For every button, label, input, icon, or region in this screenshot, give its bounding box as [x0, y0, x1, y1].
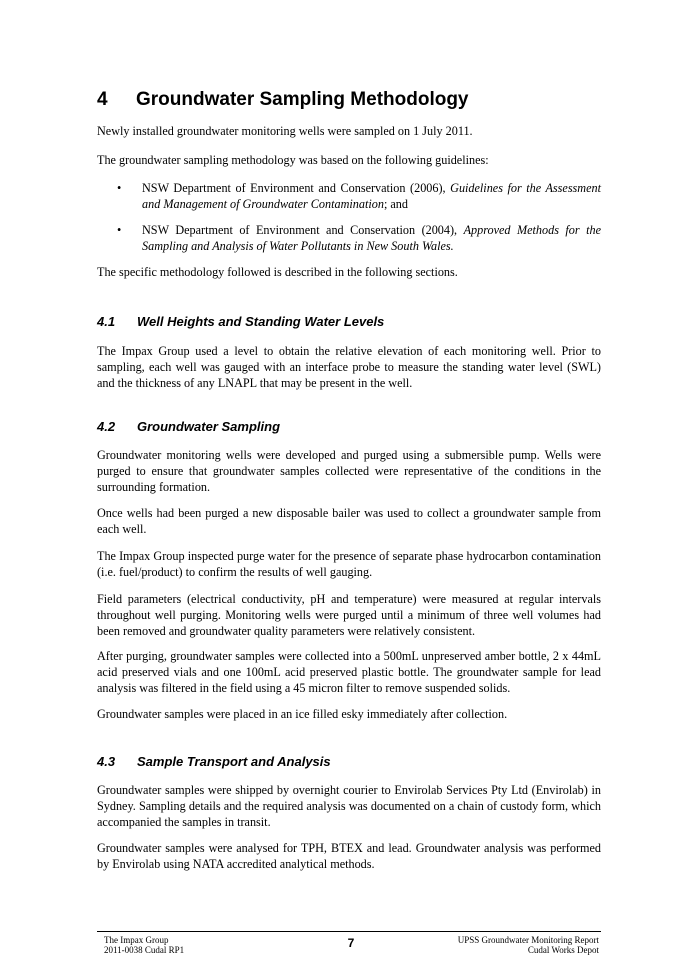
intro-paragraph-1: Newly installed groundwater monitoring wells were sampled on 1 July 2011.: [97, 124, 473, 138]
footer-site: Cudal Works Depot: [527, 945, 599, 955]
footer-left: [104, 935, 184, 955]
subsection-heading-4-3: 4.3 Sample Transport and Analysis: [97, 754, 331, 769]
guideline-bullet-2: • NSW Department of Environment and Conservation (2004), Approved Methods for the Sampling and Analysis of Water Pollutants in New South Wales.: [117, 223, 601, 253]
s43-paragraph-1: Groundwater samples were shipped by overnight courier to Envirolab Services Pty Ltd (Envirolab) in Sydney. Sampling details and the required analysis was documented on a chain of custody form, which accompanied the samples in transit.: [97, 783, 601, 829]
footer-report-title: UPSS Groundwater Monitoring Report: [457, 935, 599, 945]
footer-right: [458, 935, 599, 955]
s42-paragraph-3: The Impax Group inspected purge water for the presence of separate phase hydrocarbon contamination (i.e. fuel/product) to confirm the results of well gauging.: [97, 549, 601, 579]
section-title: Groundwater Sampling Methodology: [136, 89, 469, 110]
s42-paragraph-6: Groundwater samples were placed in an ice filled esky immediately after collection.: [97, 707, 508, 721]
subsection-heading-4-2: 4.2 Groundwater Sampling: [97, 419, 281, 434]
s42-paragraph-4: Field parameters (electrical conductivity, pH and temperature) were measured at regular intervals throughout well purging. Monitoring wells were purged until a minimum of three well volumes had been removed and groundwater quality parameters were relatively consistent.: [97, 592, 601, 638]
footer-report-code: 2011-0038 Cudal RP1: [104, 945, 185, 955]
subsection-heading-4-1: 4.1 Well Heights and Standing Water Levels: [97, 314, 385, 329]
s41-paragraph-1: The Impax Group used a level to obtain the relative elevation of each monitoring well. Prior to sampling, each well was gauged with an interface probe to measure the standing water level (SWL) and the thickness of any LNAPL that may be present in the well.: [97, 344, 601, 390]
section-number: 4: [97, 89, 108, 110]
intro-paragraph-3: The specific methodology followed is described in the following sections.: [97, 265, 458, 279]
s42-paragraph-5: After purging, groundwater samples were collected into a 500mL unpreserved amber bottle, 2 x 44mL acid preserved vials and one 100mL acid preserved plastic bottle. The groundwater sample for lead analysis was filtered in the field using a 45 micron filter to remove suspended solids.: [97, 649, 601, 695]
s42-paragraph-1: Groundwater monitoring wells were developed and purged using a submersible pump. Wells were purged to ensure that groundwater samples collected were representative of the conditions in the surrounding formation.: [97, 448, 601, 494]
section-heading-4: [97, 88, 469, 112]
bullet-icon: •: [117, 223, 122, 237]
page-number: 7: [347, 936, 355, 950]
bullet-icon: •: [117, 181, 122, 195]
guideline-bullet-1: • NSW Department of Environment and Conservation (2006), Guidelines for the Assessment and Management of Groundwater Contamination; and: [117, 181, 601, 211]
footer-divider: [97, 931, 601, 932]
s43-paragraph-2: Groundwater samples were analysed for TPH, BTEX and lead. Groundwater analysis was performed by Envirolab using NATA accredited analytical methods.: [97, 841, 601, 871]
intro-paragraph-2: The groundwater sampling methodology was based on the following guidelines:: [97, 153, 489, 167]
s42-paragraph-2: Once wells had been purged a new disposable bailer was used to collect a groundwater sample from each well.: [97, 506, 601, 536]
footer-company: The Impax Group: [104, 935, 169, 945]
